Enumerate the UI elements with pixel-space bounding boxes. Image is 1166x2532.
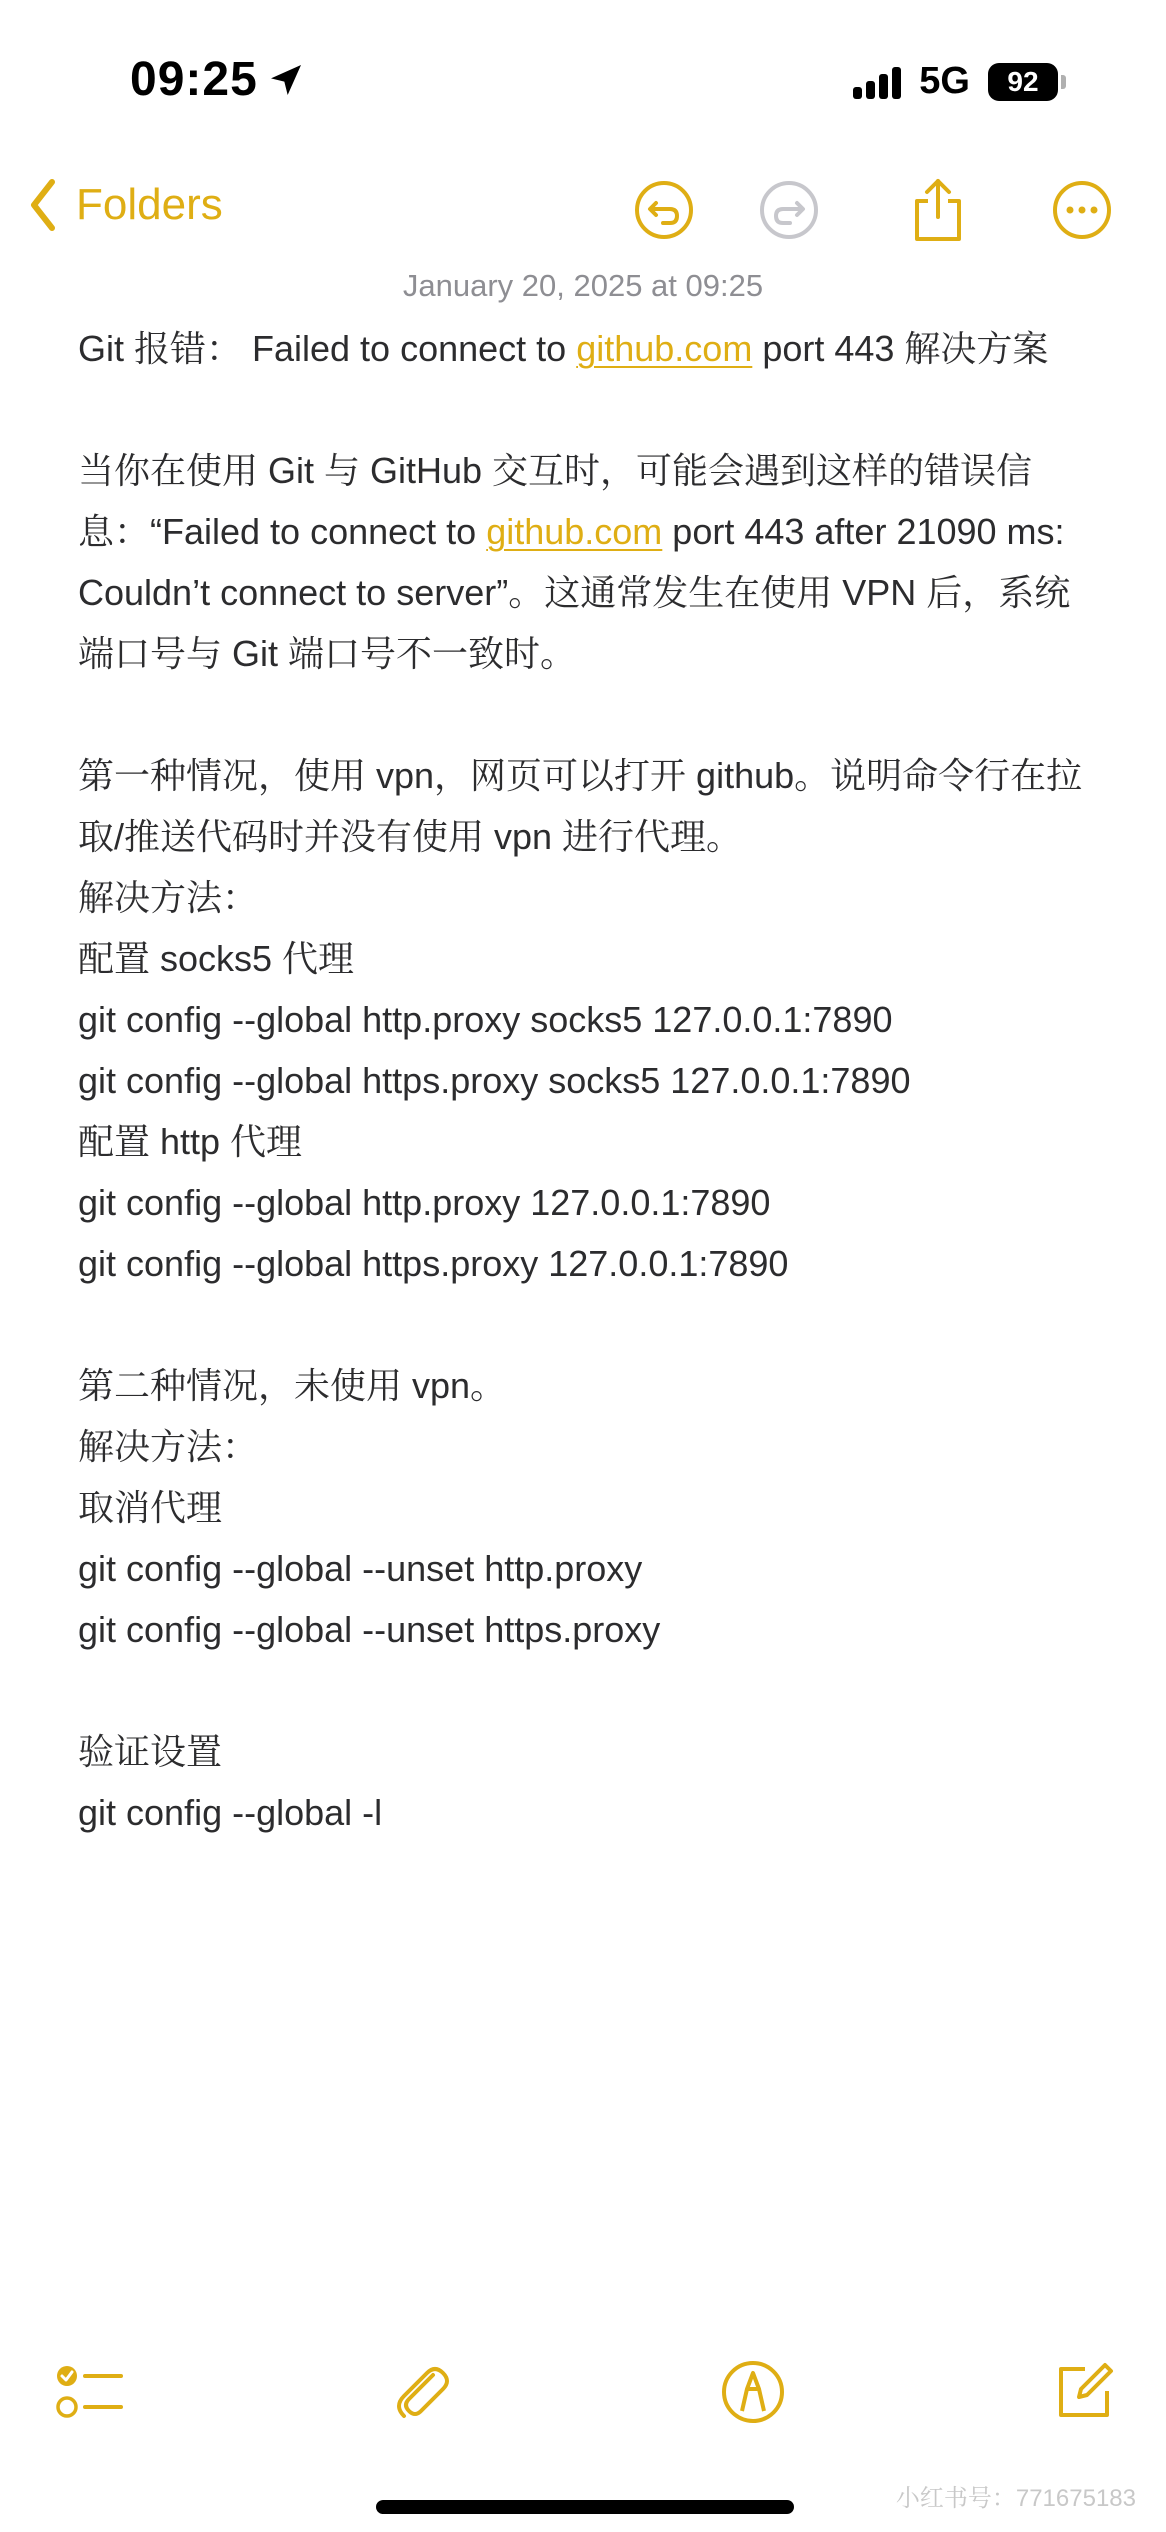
blank-line (78, 1660, 1098, 1721)
note-date: January 20, 2025 at 09:25 (402, 268, 764, 303)
case2-paragraph: 第二种情况，未使用 vpn。 (78, 1365, 507, 1406)
case1-paragraph: 第一种情况，使用 vpn，网页可以打开 github。说明命令行在拉取/推送代码时并没有使用 vpn 进行代理。 (78, 755, 1083, 857)
watermark: 小红书号：771675183 (895, 2485, 1136, 2512)
intro-text-before: 当你在使用 Git 与 GitHub 交互时，可能会遇到这样的错误信息：“Failed to connect to (78, 450, 1033, 552)
note-title (78, 318, 1098, 379)
undo-icon (633, 179, 695, 241)
location-arrow-icon (266, 60, 306, 100)
command-line: git config --global --unset http.proxy (78, 1548, 643, 1589)
battery-tip (1061, 75, 1066, 89)
title-text-before: Git 报错： Failed to connect to (78, 328, 577, 369)
ellipsis-circle-icon (1051, 179, 1113, 241)
title-github-link[interactable]: github.com (576, 328, 753, 369)
blank-line (78, 684, 1098, 745)
battery-icon (988, 63, 1066, 101)
share-icon (908, 177, 968, 243)
http-heading: 配置 http 代理 (78, 1121, 303, 1162)
back-label: Folders (76, 180, 223, 229)
status-time-label: 09:25 (130, 53, 258, 106)
network-type: 5G (919, 60, 970, 102)
cancel-proxy-heading: 取消代理 (78, 1487, 223, 1528)
chevron-left-icon (28, 178, 58, 232)
attachment-button[interactable] (384, 2354, 460, 2430)
solution-label-1: 解决方法： (78, 877, 259, 918)
command-line: git config --global http.proxy 127.0.0.1:7890 (78, 1182, 771, 1223)
share-button[interactable] (906, 178, 970, 242)
redo-button[interactable] (757, 178, 821, 242)
home-indicator[interactable] (376, 2500, 794, 2514)
paperclip-icon (389, 2359, 455, 2425)
socks5-heading: 配置 socks5 代理 (78, 938, 355, 979)
intro-github-link[interactable]: github.com (486, 511, 663, 552)
blank-line (78, 1294, 1098, 1355)
note-body[interactable] (78, 318, 1098, 1843)
command-line: git config --global http.proxy socks5 127.0.0.1:7890 (78, 999, 893, 1040)
solution-label-2: 解决方法： (78, 1426, 259, 1467)
status-time (130, 52, 306, 107)
compose-icon (1051, 2359, 1117, 2425)
compose-note-button[interactable] (1046, 2354, 1122, 2430)
command-line: git config --global -l (78, 1792, 383, 1833)
battery-level: 92 (988, 63, 1058, 101)
undo-button[interactable] (632, 178, 696, 242)
redo-icon (758, 179, 820, 241)
checklist-icon (55, 2362, 125, 2422)
markup-pen-icon (720, 2359, 786, 2425)
markup-button[interactable] (715, 2354, 791, 2430)
back-to-folders-button[interactable] (28, 178, 223, 232)
checklist-button[interactable] (52, 2354, 128, 2430)
intro-text-after: port 443 after 21090 ms: Couldn’t connect to server”。这通常发生在使用 VPN 后，系统端口号与 Git 端口号不一致时。 (78, 511, 1071, 674)
command-line: git config --global https.proxy socks5 127.0.0.1:7890 (78, 1060, 911, 1101)
status-indicators (853, 60, 1066, 103)
command-line: git config --global https.proxy 127.0.0.1:7890 (78, 1243, 789, 1284)
blank-line (78, 379, 1098, 440)
more-options-button[interactable] (1050, 178, 1114, 242)
verify-heading: 验证设置 (78, 1731, 223, 1772)
title-text-after: port 443 解决方案 (752, 328, 1049, 369)
command-line: git config --global --unset https.proxy (78, 1609, 661, 1650)
cellular-signal-icon (853, 65, 901, 99)
intro-paragraph (78, 440, 1098, 684)
